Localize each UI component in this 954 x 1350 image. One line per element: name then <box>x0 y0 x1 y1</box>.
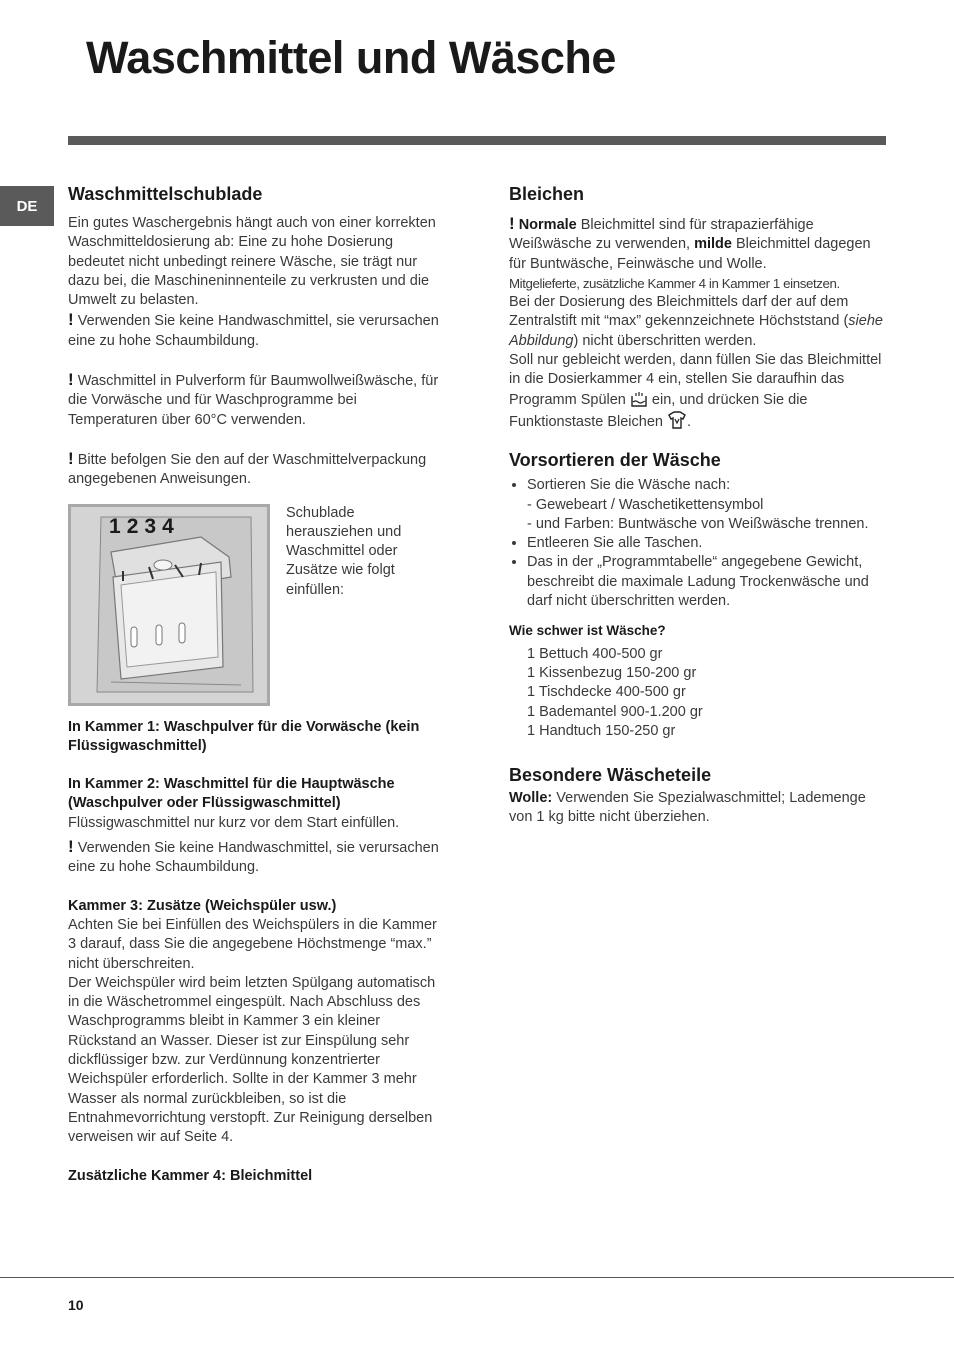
section-heading-sort: Vorsortieren der Wäsche <box>509 450 721 471</box>
exclamation-icon: ! <box>68 370 74 390</box>
exclamation-icon: ! <box>68 310 74 330</box>
bleach-dosage: Bei der Dosierung des Bleichmittels darf der auf dem Zentralstift mit “max” gekennzeichnete Höchststand (siehe Abbildung) nicht überschritten werden. <box>509 294 883 349</box>
page-title: Waschmittel und Wäsche <box>86 32 616 83</box>
exclamation-icon: ! <box>68 837 74 857</box>
bleach-shirt-icon <box>667 410 687 430</box>
section-heading-drawer: Waschmittelschublade <box>68 184 263 204</box>
figure-caption: Schublade herausziehen und Waschmittel oder Zusätze wie folgt einfüllen: <box>286 504 402 598</box>
chamber-3-text-1: Achten Sie bei Einfüllen des Weichspülers in die Kammer 3 darauf, dass Sie die angegebene Höchstmenge “max.” nicht überschreiten. <box>68 916 437 972</box>
bleach-only: Soll nur gebleicht werden, dann füllen Sie das Bleichmittel in die Dosierkammer 4 ein, stellen Sie daraufhin das Programm Spülen ein, und drücken Sie die Funktionstaste Bleichen . <box>509 352 882 430</box>
drawer-illustration <box>68 504 270 706</box>
right-column <box>509 182 889 828</box>
drawer-figure-row <box>68 504 448 706</box>
exclamation-icon: ! <box>509 214 515 233</box>
warning-3: ! Bitte befolgen Sie den auf der Waschmittelverpackung angegebenen Anweisungen. <box>68 448 427 488</box>
title-rule <box>68 136 886 145</box>
chamber-4-heading: Zusätzliche Kammer 4: Bleichmittel <box>68 1167 313 1184</box>
chamber-number-1: 1 <box>109 514 127 538</box>
warning-1: ! Verwenden Sie keine Handwaschmittel, sie verursachen eine zu hohe Schaumbildung. <box>68 310 439 349</box>
weight-item: 1 Handtuch 150-250 gr <box>527 722 676 739</box>
section-heading-bleach: Bleichen <box>509 184 585 204</box>
page-number: 10 <box>68 1297 84 1313</box>
weight-item: 1 Kissenbezug 150-200 gr <box>527 664 697 681</box>
chamber-2-note: Flüssigwaschmittel nur kurz vor dem Start einfüllen. <box>68 814 400 831</box>
language-tab: DE <box>0 186 54 226</box>
exclamation-icon: ! <box>68 448 74 468</box>
weight-item: 1 Bettuch 400-500 gr <box>527 645 663 662</box>
intro-text: Ein gutes Waschergebnis hängt auch von einer korrekten Waschmitteldosierung ab: Eine zu hohe Dosierung bedeutet nicht unbedingt reinere Wäsche, sie trägt nur dazu bei, die Maschineninnenteile zu verkrusten und die Umwelt zu belasten. <box>68 215 436 309</box>
weight-item: 1 Tischdecke 400-500 gr <box>527 684 686 701</box>
rinse-icon <box>630 390 648 408</box>
section-heading-special: Besondere Wäscheteile <box>509 765 712 786</box>
chamber-numbers <box>109 514 180 538</box>
wool-paragraph: Wolle: Verwenden Sie Spezialwaschmittel; Lademenge von 1 kg bitte nicht überziehen. <box>509 790 866 826</box>
chamber-number-4: 4 <box>162 514 180 538</box>
weight-heading: Wie schwer ist Wäsche? <box>509 623 666 639</box>
list-item: • Entleeren Sie alle Taschen. <box>527 534 889 553</box>
warning-2: ! Waschmittel in Pulverform für Baumwollweißwäsche, für die Vorwäsche und für Waschprogramme bei Temperaturen über 60°C verwenden. <box>68 370 439 428</box>
chamber-2-heading: In Kammer 2: Waschmittel für die Hauptwäsche (Waschpulver oder Flüssigwaschmittel) <box>68 776 395 812</box>
warning-4: ! Verwenden Sie keine Handwaschmittel, sie verursachen eine zu hohe Schaumbildung. <box>68 837 439 876</box>
left-column <box>68 182 448 1186</box>
sort-list <box>509 476 889 611</box>
list-item: • Das in der „Programmtabelle“ angegebene Gewicht, beschreibt die maximale Ladung Trockenwäsche und darf nicht überschritten werden. <box>527 553 889 611</box>
footer-rule <box>0 1277 954 1278</box>
chamber-number-2: 2 <box>126 514 145 538</box>
chamber-3-heading: Kammer 3: Zusätze (Weichspüler usw.) <box>68 897 337 914</box>
bleach-paragraph: ! Normale Bleichmittel sind für strapazierfähige Weißwäsche zu verwenden, milde Bleichmittel dagegen für Buntwäsche, Feinwäsche und Wolle. <box>509 214 871 272</box>
bleach-note: Mitgelieferte, zusätzliche Kammer 4 in Kammer 1 einsetzen. <box>509 275 840 291</box>
chamber-1-heading: In Kammer 1: Waschpulver für die Vorwäsche (kein Flüssigwaschmittel) <box>68 718 420 754</box>
list-item: • Sortieren Sie die Wäsche nach: - Gewebeart / Waschetikettensymbol - und Farben: Buntwäsche von Weißwäsche trennen. <box>527 476 889 534</box>
chamber-3-text-2: Der Weichspüler wird beim letzten Spülgang automatisch in die Wäschetrommel eingespült. Nach Abschluss des Waschprogramms bleibt in Kammer 3 ein kleiner Rückstand an Wasser. Dieser ist zur Einspülung sehr dickflüssiger bzw. zur Verdünnung konzentrierter Weichspüler erforderlich. Sollte in der Kammer 3 mehr Wasser als normal zurückbleiben, so ist die Entnahmevorrichtung verstopft. Zur Reinigung derselben verweisen wir auf Seite 4. <box>68 974 436 1146</box>
weight-list <box>509 645 889 741</box>
weight-item: 1 Bademantel 900-1.200 gr <box>527 703 703 720</box>
chamber-number-3: 3 <box>144 514 163 538</box>
